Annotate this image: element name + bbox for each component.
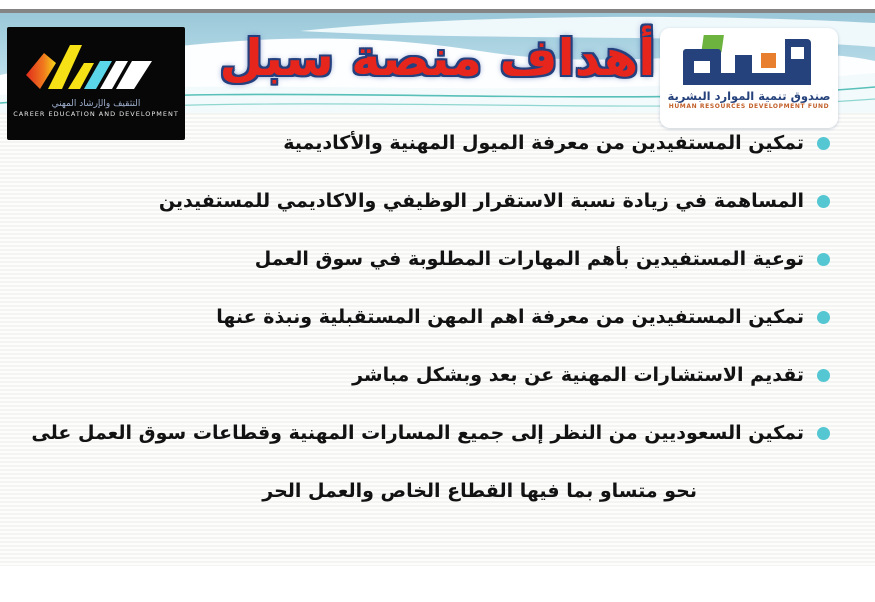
slide-title: أهداف منصة سبل	[219, 29, 656, 87]
bullet-text: تقديم الاستشارات المهنية عن بعد وبشكل مباشر	[352, 364, 804, 386]
bullet-dot-icon	[817, 369, 830, 382]
bullet-text: نحو متساو بما فيها القطاع الخاص والعمل الحر	[262, 480, 697, 502]
list-item	[0, 114, 830, 172]
bullet-text: تمكين المستفيدين من معرفة الميول المهنية والأكاديمية	[283, 132, 804, 154]
bullet-text: توعية المستفيدين بأهم المهارات المطلوبة في سوق العمل	[254, 248, 804, 270]
bullet-text: تمكين السعوديين من النظر إلى جميع المسارات المهنية وقطاعات سوق العمل على	[31, 422, 804, 444]
hrdf-arabic-text: صندوق تنمية الموارد البشرية	[667, 89, 831, 103]
list-item	[0, 346, 830, 404]
bullet-dot-icon	[817, 195, 830, 208]
bullet-text: المساهمة في زيادة نسبة الاستقرار الوظيفي والاكاديمي للمستفيدين	[158, 190, 804, 212]
bullet-dot-icon	[817, 253, 830, 266]
list-item	[0, 404, 830, 462]
list-item	[0, 230, 830, 288]
bullet-dot-icon	[817, 137, 830, 150]
list-item-continuation	[0, 462, 830, 520]
career-logo-arabic-text: التثقيف والإرشاد المهني	[51, 99, 141, 109]
bullet-text: تمكين المستفيدين من معرفة اهم المهن المستقبلية ونبذة عنها	[216, 306, 804, 328]
list-item	[0, 172, 830, 230]
goals-bullet-list	[0, 114, 875, 520]
bullet-dot-icon	[817, 311, 830, 324]
list-item	[0, 288, 830, 346]
bullet-dot-icon	[817, 427, 830, 440]
hrdf-mark-icon	[679, 35, 819, 89]
hrdf-english-text: HUMAN RESOURCES DEVELOPMENT FUND	[668, 103, 830, 110]
career-logo-english-text: CAREER EDUCATION AND DEVELOPMENT	[13, 110, 179, 118]
hrdf-logo-card	[660, 28, 838, 128]
zigzag-wave-icon	[22, 41, 170, 97]
